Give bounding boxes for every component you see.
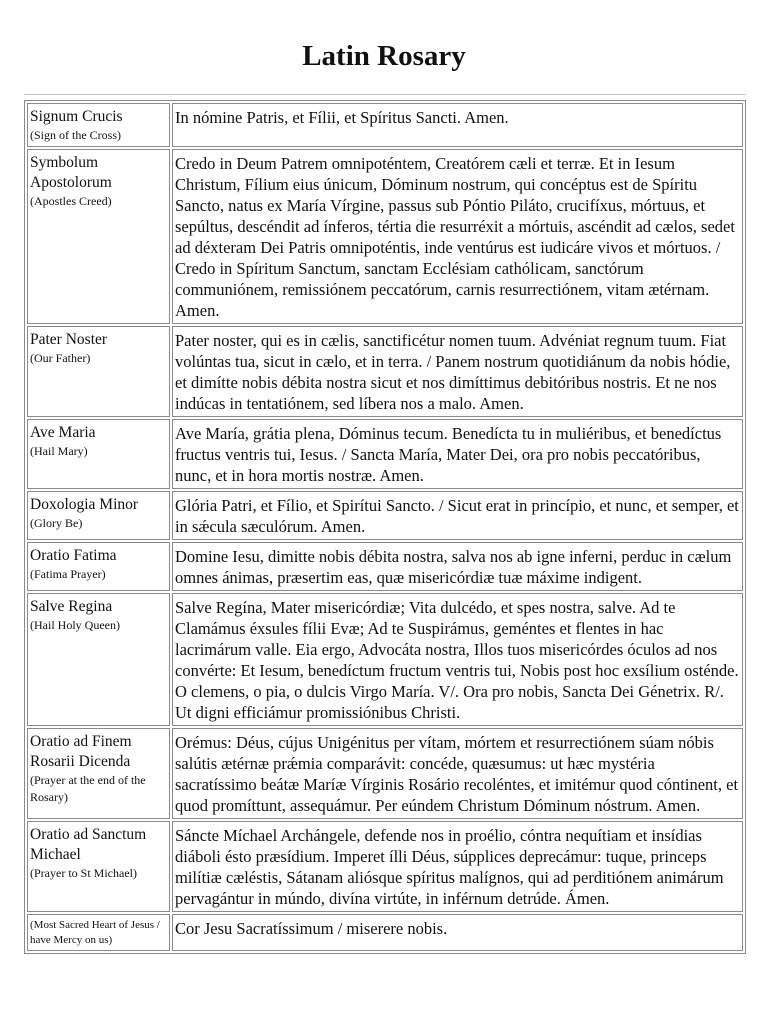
prayer-text: Ave María, grátia plena, Dóminus tecum. Benedícta tu in muliéribus, et benedíctus fructus ventris tui, Iesus. / Sancta María, Mater Dei, ora pro nobis peccatóribus, nunc, et in hora mortis nostræ. Amen. xyxy=(172,419,743,489)
prayer-english-name: (Sign of the Cross) xyxy=(30,128,121,142)
prayer-latin-name: Oratio ad Sanctum Michael xyxy=(30,826,147,863)
prayer-text: Salve Regína, Mater misericórdiæ; Vita dulcédo, et spes nostra, salve. Ad te Clamámus éxsules fílii Evæ; Ad te Suspirámus, geméntes et flentes in hac lacrimárum valle. Eia ergo, Advocáta nostra, Illos tuos misericórdes óculos ad nos convérte: Et Iesum, benedíctum fructum ventris tui, Nobis post hoc exsílium osténde. O clemens, o pia, o dulcis Virgo María. V/. Ora pro nobis, Sancta Dei Génetrix. R/. Ut digni efficiámur promissiónibus Christi. xyxy=(172,593,743,726)
prayer-latin-name: Doxologia Minor xyxy=(30,496,139,513)
prayer-latin-name: Salve Regina xyxy=(30,598,113,615)
prayer-latin-name: Oratio ad Finem Rosarii Dicenda xyxy=(30,733,132,770)
page-title: Latin Rosary xyxy=(302,40,466,72)
prayer-english-name: (Prayer to St Michael) xyxy=(30,866,137,880)
prayer-english-name: (Hail Holy Queen) xyxy=(30,618,120,632)
table-row xyxy=(27,103,743,147)
prayer-english-name: (Hail Mary) xyxy=(30,444,88,458)
prayer-english-name: (Prayer at the end of the Rosary) xyxy=(30,773,146,804)
prayer-latin-name: Symbolum Apostolorum xyxy=(30,154,112,191)
prayer-text: Sáncte Míchael Archángele, defende nos in proélio, cóntra nequítiam et insídias diáboli ésto præsídium. Imperet ílli Déus, súpplices deprecámur: tuque, princeps milítiæ cæléstis, Sátanam aliósque spíritus malígnos, qui ad perditiónem animárum pervagántur in múndo, divína virtúte, in inférnum detrúde. Ámen. xyxy=(172,821,743,912)
prayer-english-name: (Glory Be) xyxy=(30,516,83,530)
table-row xyxy=(27,149,743,324)
prayer-text: Credo in Deum Patrem omnipoténtem, Creatórem cæli et terræ. Et in Iesum Christum, Fílium eius únicum, Dóminum nostrum, qui concéptus est de Spíritu Sancto, natus ex María Vírgine, passus sub Póntio Piláto, crucifíxus, mórtuus, et sepúltus, descéndit ad ínferos, tértia die resurréxit a mórtuis, ascéndit ad cælos, sedet ad déxteram Dei Patris omnipoténtis, inde ventúrus est iudicáre vivos et mórtuos. / Credo in Spíritum Sanctum, sanctam Ecclésiam cathólicam, sanctórum communiónem, remissiónem peccatórum, carnis resurrectiónem, vitam ætérnam. Amen. xyxy=(172,149,743,324)
prayer-name-cell xyxy=(27,593,170,726)
table-row xyxy=(27,419,743,489)
prayer-english-name: (Most Sacred Heart of Jesus / have Mercy on us) xyxy=(30,919,160,946)
prayer-text: Pater noster, qui es in cælis, sanctificétur nomen tuum. Advéniat regnum tuum. Fiat volúntas tua, sicut in cælo, et in terra. / Panem nostrum quotidiánum da nobis hódie, et dimítte nobis débita nostra sicut et nos dimíttimus debitóribus nostris. Et ne nos indúcas in tentatiónem, sed líbera nos a malo. Amen. xyxy=(172,326,743,417)
prayer-latin-name: Pater Noster xyxy=(30,331,108,348)
prayer-latin-name: Ave Maria xyxy=(30,424,96,441)
prayer-text: In nómine Patris, et Fílii, et Spíritus Sancti. Amen. xyxy=(172,103,743,147)
prayer-latin-name: Signum Crucis xyxy=(30,108,123,125)
table-row xyxy=(27,914,743,951)
table-row xyxy=(27,728,743,819)
prayer-name-cell xyxy=(27,491,170,540)
prayer-english-name: (Fatima Prayer) xyxy=(30,567,106,581)
prayer-name-cell xyxy=(27,103,170,147)
table-row xyxy=(27,326,743,417)
prayer-name-cell xyxy=(27,728,170,819)
prayer-text: Glória Patri, et Fílio, et Spirítui Sancto. / Sicut erat in princípio, et nunc, et semper, et in sǽcula sæculórum. Amen. xyxy=(172,491,743,540)
prayer-latin-name: Oratio Fatima xyxy=(30,547,117,564)
table-row xyxy=(27,593,743,726)
prayer-text: Domine Iesu, dimitte nobis débita nostra, salva nos ab igne inferni, perduc in cælum omnes ánimas, præsertim eas, quæ misericórdiæ tuæ máxime indigent. xyxy=(172,542,743,591)
prayer-name-cell xyxy=(27,149,170,324)
prayer-name-cell xyxy=(27,326,170,417)
title-divider xyxy=(24,94,746,95)
prayer-name-cell xyxy=(27,542,170,591)
prayer-name-cell xyxy=(27,914,170,951)
prayer-english-name: (Apostles Creed) xyxy=(30,194,112,208)
table-row xyxy=(27,542,743,591)
table-row xyxy=(27,491,743,540)
prayer-text: Cor Jesu Sacratíssimum / miserere nobis. xyxy=(172,914,743,951)
prayer-table xyxy=(24,100,746,954)
prayer-name-cell xyxy=(27,419,170,489)
prayer-english-name: (Our Father) xyxy=(30,351,91,365)
table-row xyxy=(27,821,743,912)
prayer-name-cell xyxy=(27,821,170,912)
prayer-text: Orémus: Déus, cújus Unigénitus per vítam, mórtem et resurrectiónem súam nóbis salútis ætérnæ prǽmia comparávit: concéde, quæsumus: ut hæc mystéria sacratíssimo beátæ Maríæ Vírginis Rosário recoléntes, et imitémur quod cóntinent, et quod promíttunt, assequámur. Per eúndem Christum Dóminum nóstrum. Amen. xyxy=(172,728,743,819)
